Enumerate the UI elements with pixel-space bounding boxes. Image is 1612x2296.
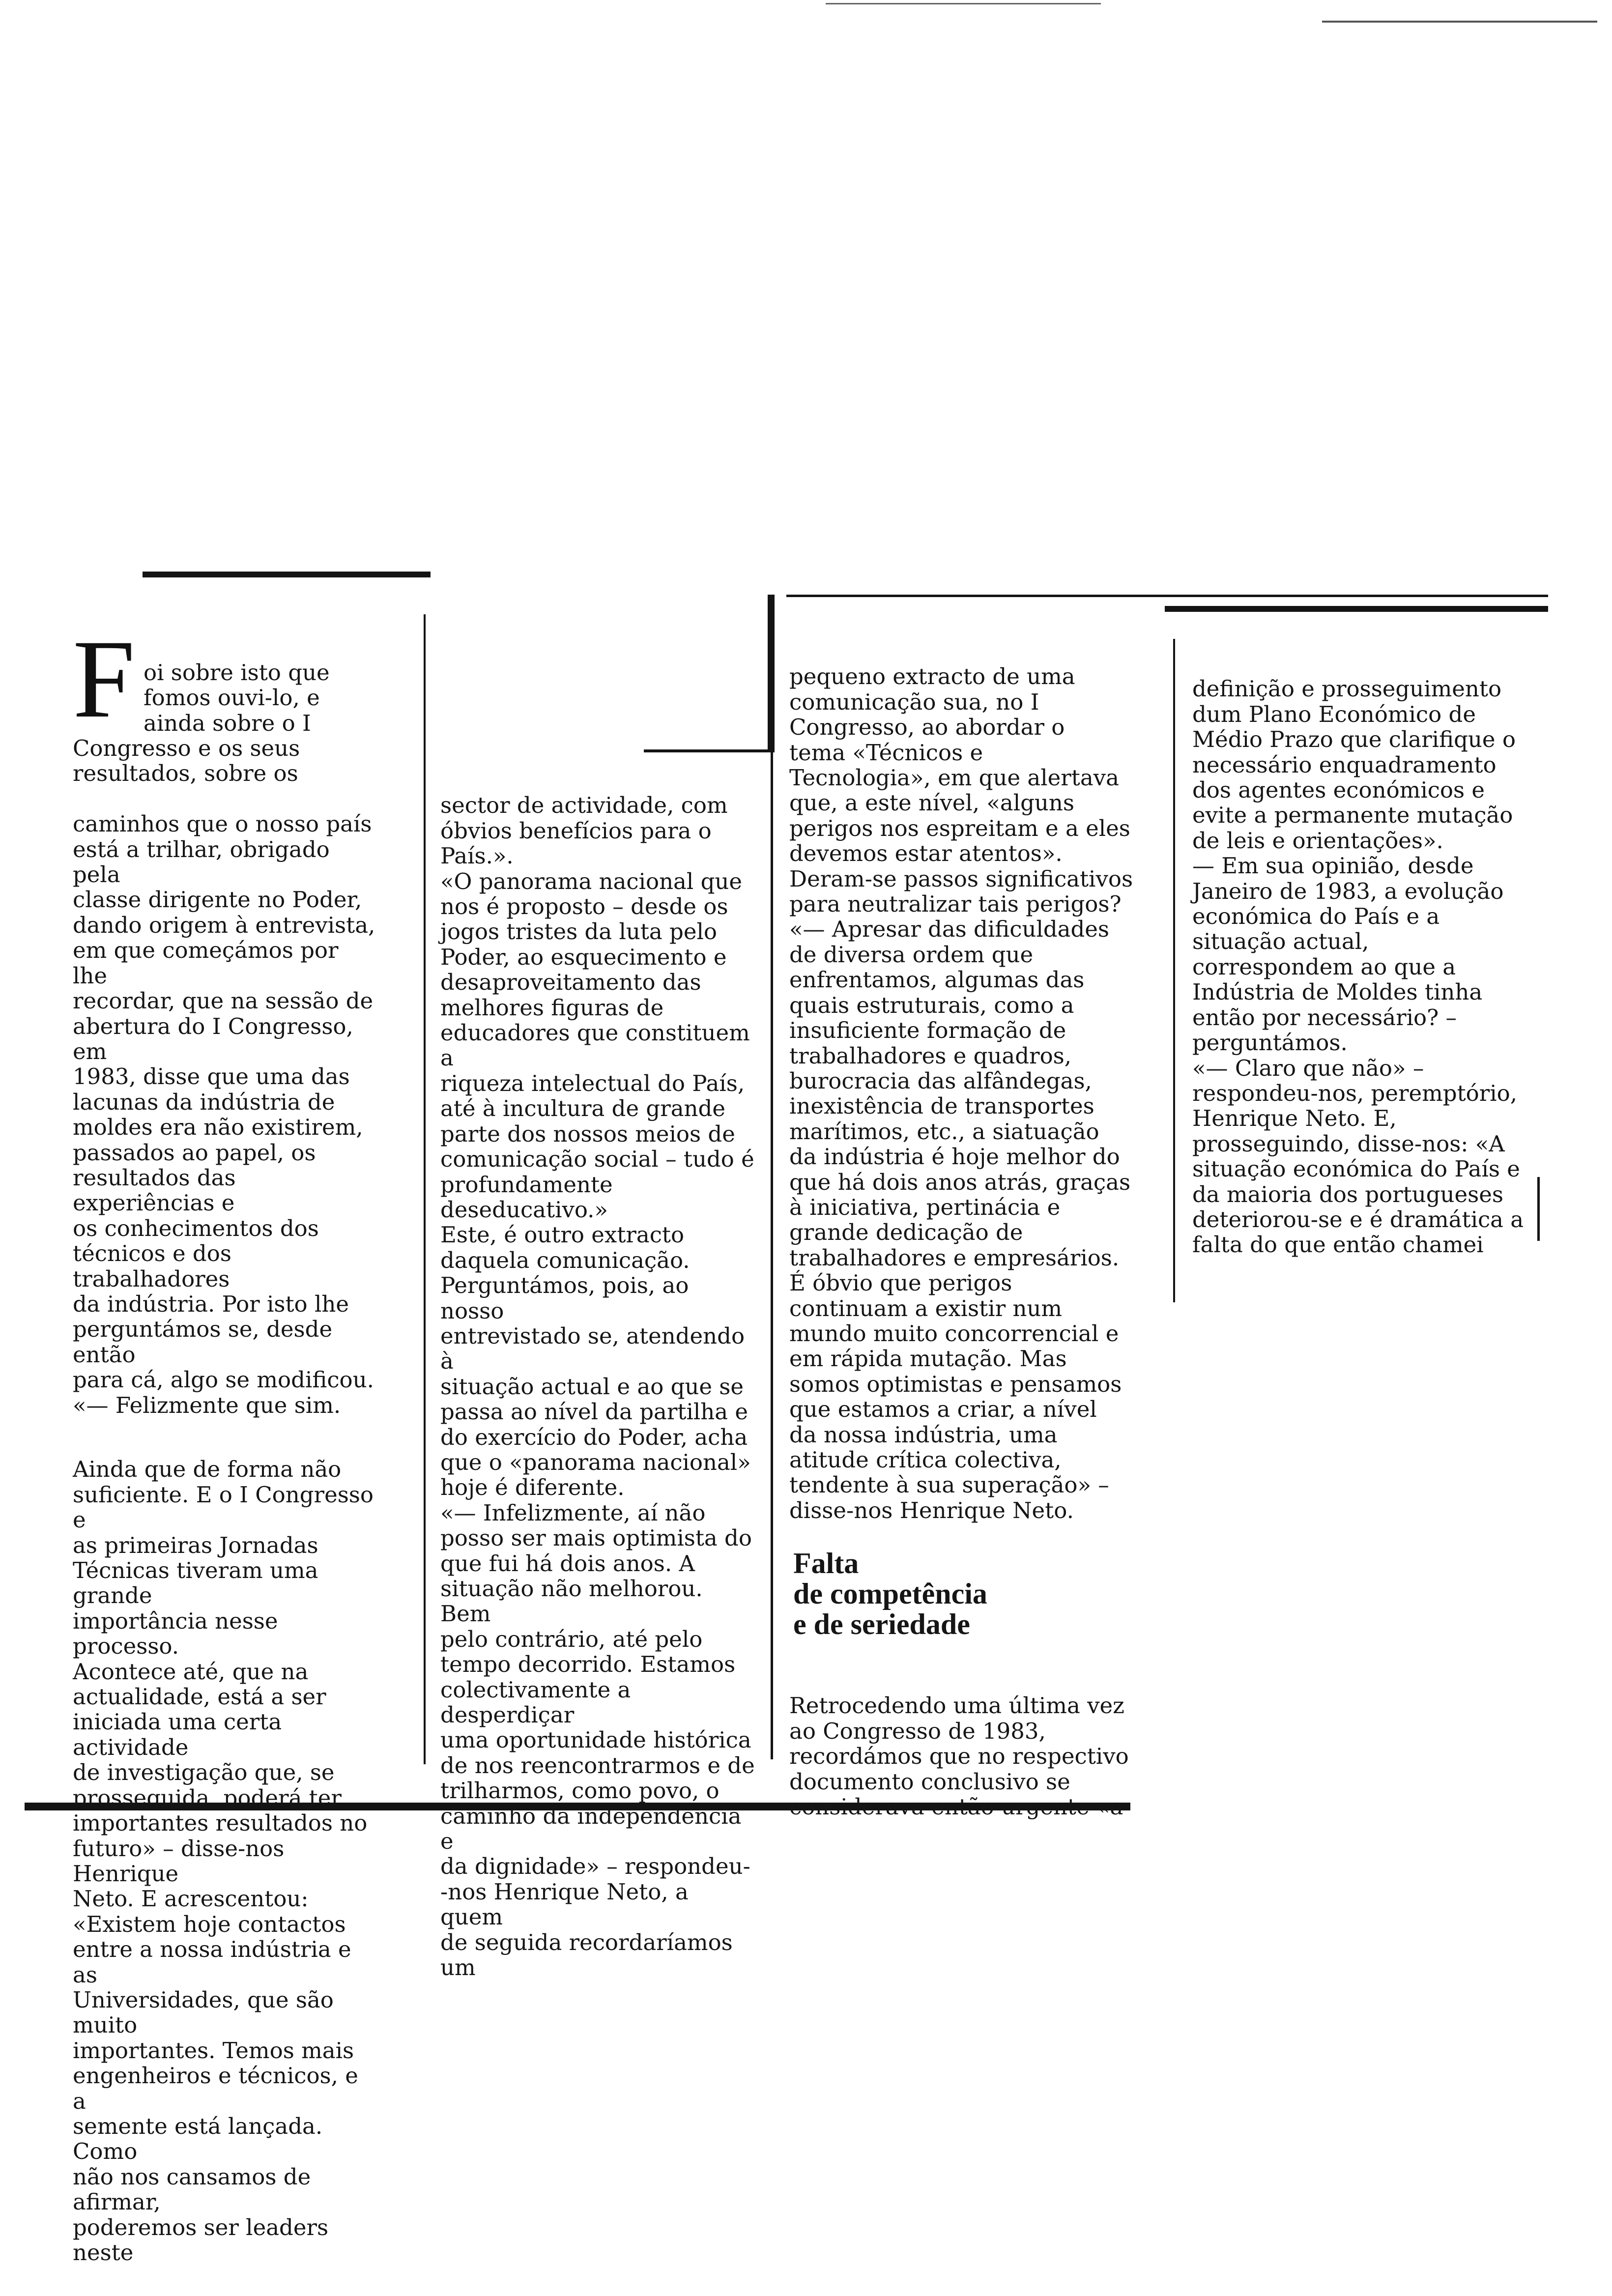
top-right-rule: [786, 595, 1548, 597]
bracket-horizontal: [644, 749, 775, 752]
col1-opening: oi sobre isto que fomos ouvi-lo, e ainda sobre o I Congresso e os seus resultados, sobre os: [73, 659, 330, 787]
col2-col3-divider: [771, 595, 773, 1759]
top-right-rule-heavy: [1165, 606, 1548, 612]
top-scan-line-1: [826, 3, 1101, 4]
section-heading: Falta de competência e de seriedade: [793, 1547, 987, 1640]
column-4: [1192, 651, 1546, 1280]
column-3-continued: [789, 1668, 1143, 1820]
col1-para1: caminhos que o nosso país está a trilhar, obrigado pela classe dirigente no Poder, dando origem à entrevista, em que começámos por lhe recordar, que na sessão de abertura do I Congresso, em 1983, disse que uma das lacunas da indústria de moldes era não existirem, passados ao papel, os resultados das experiências e os conhecimentos dos técnicos e dos trabalhadores da indústria. Por isto lhe perguntámos se, desde então para cá, algo se modificou. «— Felizmente que sim.: [73, 811, 375, 1418]
column-1: [73, 609, 377, 2266]
top-left-rule: [143, 572, 431, 577]
col3-text: pequeno extracto de uma comunicação sua, no I Congresso, ao abordar o tema «Técnicos e Tecnologia», em que alertava que, a este nível, «alguns perigos nos espreitam e a eles devemos estar atentos». Deram-se passos significativos para neutralizar tais perigos? «— Apresar das dificuldades de diversa ordem que enfrentamos, algumas das quais estruturais, como a insuficiente formação de trabalhadores e quadros, burocracia das alfândegas, inexistência de transportes marítimos, etc., a siatuação da indústria é hoje melhor do que há dois anos atrás, graças à iniciativa, pertinácia e grande dedicação de trabalhadores e empresários. É óbvio que perigos continuam a existir num mundo muito concorrencial e em rápida mutação. Mas somos optimistas e pensamos que estamos a criar, a nível da nossa indústria, uma atitude crítica colectiva, tendente à sua superação» – disse-nos Henrique Neto.: [789, 663, 1133, 1523]
col4-text: definição e prosseguimento dum Plano Económico de Médio Prazo que clarifique o necessário enquadramento dos agentes económicos e evite a permanente mutação de leis e orientações». — Em sua opinião, desde Janeiro de 1983, a evolução económica do País e a situação actual, correspondem ao que a Indústria de Moldes tinha então por necessário? – perguntámos. «— Claro que não» – respondeu-nos, peremptório, Henrique Neto. E, prosseguindo, disse-nos: «A situação económica do País e da maioria dos portugueses deteriorou-se e é dramática a falta do que então chamei: [1192, 676, 1524, 1258]
drop-cap: F: [73, 617, 135, 742]
col3-col4-divider: [1173, 639, 1175, 1302]
col3-after-heading: Retrocedendo uma última vez ao Congresso de 1983, recordámos que no respectivo documento conclusivo se considerava então urgente «a: [789, 1693, 1129, 1820]
col1-para2: Ainda que de forma não suficiente. E o I Congresso e as primeiras Jornadas Técnicas tiveram uma grande importância nesse processo. Acontece até, que na actualidade, está a ser iniciada uma certa actividade de investigação que, se prosseguida, poderá ter importantes resultados no futuro» – disse-nos Henrique Neto. E acrescentou: «Existem hoje contactos entre a nossa indústria e as Universidades, que são muito importantes. Temos mais engenheiros e técnicos, e a semente está lançada. Como não nos cansamos de afirmar, poderemos ser leaders neste: [73, 1456, 374, 2266]
top-scan-line-2: [1322, 21, 1597, 23]
bracket-vertical: [768, 595, 775, 752]
column-2: [440, 768, 755, 1981]
col2-text: sector de actividade, com óbvios benefícios para o País.». «O panorama nacional que nos é proposto – desde os jogos tristes da luta pelo Poder, ao esquecimento e desaproveitamento das melhores figuras de educadores que constituem a riqueza intelectual do País, até à incultura de grande parte dos nossos meios de comunicação social – tudo é profundamente deseducativo.» Este, é outro extracto daquela comunicação. Perguntámos, pois, ao nosso entrevistado se, atendendo à situação actual e ao que se passa ao nível da partilha e do exercício do Poder, acha que o «panorama nacional» hoje é diferente. «— Infelizmente, aí não posso ser mais optimista do que fui há dois anos. A situação não melhorou. Bem pelo contrário, até pelo tempo decorrido. Estamos colectivamente a desperdiçar uma oportunidade histórica de nos reencontrarmos e de trilharmos, como povo, o caminho da independência e da dignidade» – respondeu- -nos Henrique Neto, a quem de seguida recordaríamos um: [440, 792, 755, 1981]
column-3: [789, 639, 1143, 1543]
col1-col2-divider: [424, 614, 426, 1764]
